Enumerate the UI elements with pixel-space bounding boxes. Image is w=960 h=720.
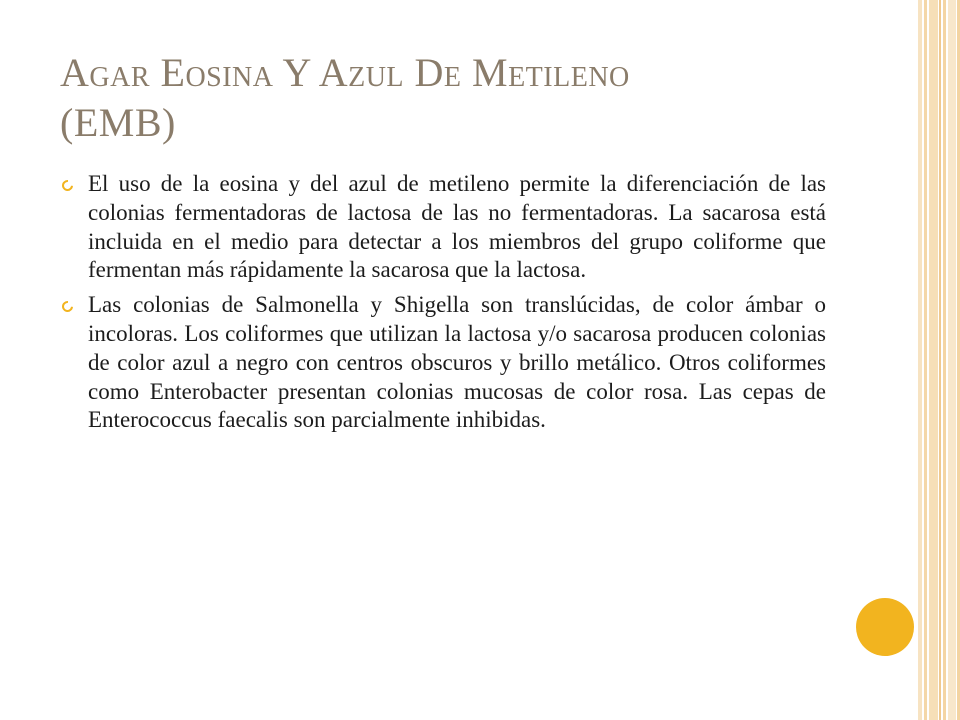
bullet-item — [60, 170, 826, 285]
slide-title — [60, 48, 820, 148]
slide-title-line2: (EMB) — [60, 100, 176, 145]
bullet-text: El uso de la eosina y del azul de metileno permite la diferenciación de las colonias fermentadoras de lactosa de las no fermentadoras. La sacarosa está incluida en el medio para detectar a los miembros del grupo coliforme que fermentan más rápidamente la sacarosa que la lactosa. — [88, 171, 826, 283]
decorative-stripe — [939, 0, 941, 720]
decorative-stripe — [929, 0, 938, 720]
bullet-text: Las colonias de Salmonella y Shigella son translúcidas, de color ámbar o incoloras. Los coliformes que utilizan la lactosa y/o sacarosa producen colonias de color azul a negro con centros obscuros y brillo metálico. Otros coliformes como Enterobacter presentan colonias mucosas de color rosa. Las cepas de Enterococcus faecalis son parcialmente inhibidas. — [88, 292, 826, 433]
orange-circle-icon — [856, 598, 914, 656]
slide-title-line1: Agar Eosina Y Azul De Metileno — [60, 50, 630, 95]
ring-bullet-icon — [60, 178, 75, 193]
slide-body — [60, 170, 826, 441]
decorative-stripe — [924, 0, 927, 720]
decorative-stripe — [918, 0, 922, 720]
ring-bullet-icon — [60, 299, 75, 314]
bullet-item — [60, 291, 826, 435]
decorative-stripe — [943, 0, 946, 720]
decorative-stripe — [948, 0, 956, 720]
